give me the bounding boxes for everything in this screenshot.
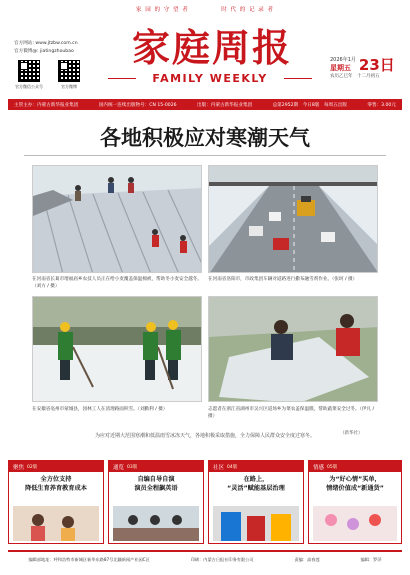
footer-editor: 责编：高春莲 — [294, 557, 320, 562]
issue-year-month: 2026年1月 — [330, 57, 356, 63]
photo-credit-4: （伊凡 / 摄） — [208, 407, 375, 419]
weibo-label[interactable]: 官方微博@: jiatingzhoubao — [14, 49, 74, 54]
section-label: 社区 — [213, 464, 225, 471]
section-box-emotion[interactable] — [308, 460, 402, 544]
footer-printer: 印刷：内蒙古日报社印务有限公司 — [190, 557, 254, 562]
photo-caption-3: 在安徽省亳州市蒙城县，园林工人在清理路面积雪。（刘勤利 / 摄） — [32, 407, 168, 412]
photo-credit-3: （刘勤利 / 摄） — [137, 407, 168, 412]
info-sponsor: 主管主办：内蒙古新华报业集团 — [14, 102, 79, 108]
footer-designer: 编辑：罗萍 — [360, 557, 382, 562]
story-credit: （新华社） — [340, 431, 363, 436]
footer-imprint — [8, 550, 402, 568]
photo-credit-1: （刘方 / 摄） — [32, 284, 60, 289]
section-headline[interactable]: 为“好心情”买单， 情绪价值成“新通货” — [326, 476, 384, 492]
issue-lunar-date: 农历乙巳年 十二月初五 — [330, 74, 380, 79]
info-price: 零售：3.00元 — [367, 102, 396, 108]
newspaper-title-en: FAMILY WEEKLY — [130, 72, 290, 85]
section-headline[interactable]: 在路上， “灵活”赋能基层治理 — [227, 476, 285, 492]
info-issue-number: 总第2952期 今日8版 每周五出版 — [272, 102, 347, 108]
newspaper-title: 家庭周报 — [131, 25, 292, 70]
weibo-qr-code[interactable] — [58, 60, 80, 82]
photo-caption-4: 志愿者在浙江省湖州市吴兴区道场乡为菜农盖保温膜，帮助蔬菜安全过冬。（伊凡 / 摄） — [208, 407, 375, 419]
wechat-qr-code[interactable] — [18, 60, 40, 82]
publication-info-bar — [8, 99, 402, 110]
section-thumbnail — [13, 506, 99, 541]
photo-road-deicing[interactable] — [208, 165, 378, 273]
section-thumbnail — [213, 506, 299, 541]
section-box-community[interactable] — [208, 460, 304, 544]
section-box-focus[interactable] — [8, 460, 104, 544]
headline-divider — [24, 155, 386, 156]
section-thumbnail — [313, 506, 397, 541]
section-box-overview[interactable] — [108, 460, 204, 544]
wechat-qr-label: 官方微信公众号 — [15, 84, 43, 89]
masthead-slogan: 家 园 的 守 望 者 时 代 的 记 录 者 — [136, 7, 274, 13]
website-label[interactable]: 官方网站: www.jtzbw.com.cn — [14, 41, 78, 46]
story-summary: 为应对近期大范围寒潮和低温雨雪冰冻天气，各地积极采取措施，全力保障人民群众安全度过寒冬。 — [94, 433, 315, 439]
section-headline[interactable]: 自编自导自演 演员全程飙英语 — [134, 476, 178, 492]
section-page: 04版 — [227, 464, 238, 470]
issue-day: 23日 — [358, 56, 395, 74]
section-page: 02版 — [27, 464, 38, 470]
weibo-qr-label: 官方微博 — [61, 84, 77, 89]
section-label: 聚焦 — [13, 464, 25, 471]
photo-volunteers-film[interactable] — [208, 296, 378, 402]
photo-caption-1: 在河南省长葛市增福庙乡农技人员正在给小麦覆盖保温棉被，帮助冬小麦安全越冬。（刘方 / 摄） — [32, 277, 202, 289]
issue-date — [330, 56, 396, 90]
issue-weekday: 星期五 — [330, 64, 351, 72]
footer-address: 编辑部地址：呼和浩特市新城区新华东路87号北疆新闻产业园C区 — [28, 557, 150, 562]
section-label: 情感 — [313, 464, 325, 471]
section-page: 05版 — [327, 464, 338, 470]
section-label: 通览 — [113, 464, 125, 471]
section-headline[interactable]: 全方位支持 降低生育养育教育成本 — [25, 476, 87, 492]
photo-credit-2: （张珂 / 摄） — [332, 277, 358, 282]
info-publisher: 出版：内蒙古新华报业集团 — [197, 102, 253, 108]
main-headline[interactable]: 各地积极应对寒潮天气 — [100, 125, 310, 150]
section-page: 03版 — [127, 464, 138, 470]
photo-caption-2: 在河南省洛阳市，市政集团车辆对道路进行撒布融雪剂作业。（张珂 / 摄） — [208, 277, 358, 282]
photo-snow-clearing[interactable] — [32, 296, 202, 402]
photo-wheat-field-covering[interactable] — [32, 165, 202, 273]
info-cn-number: 国内统一连续出版物号：CN 15-0026 — [98, 102, 177, 108]
section-thumbnail — [113, 506, 199, 541]
